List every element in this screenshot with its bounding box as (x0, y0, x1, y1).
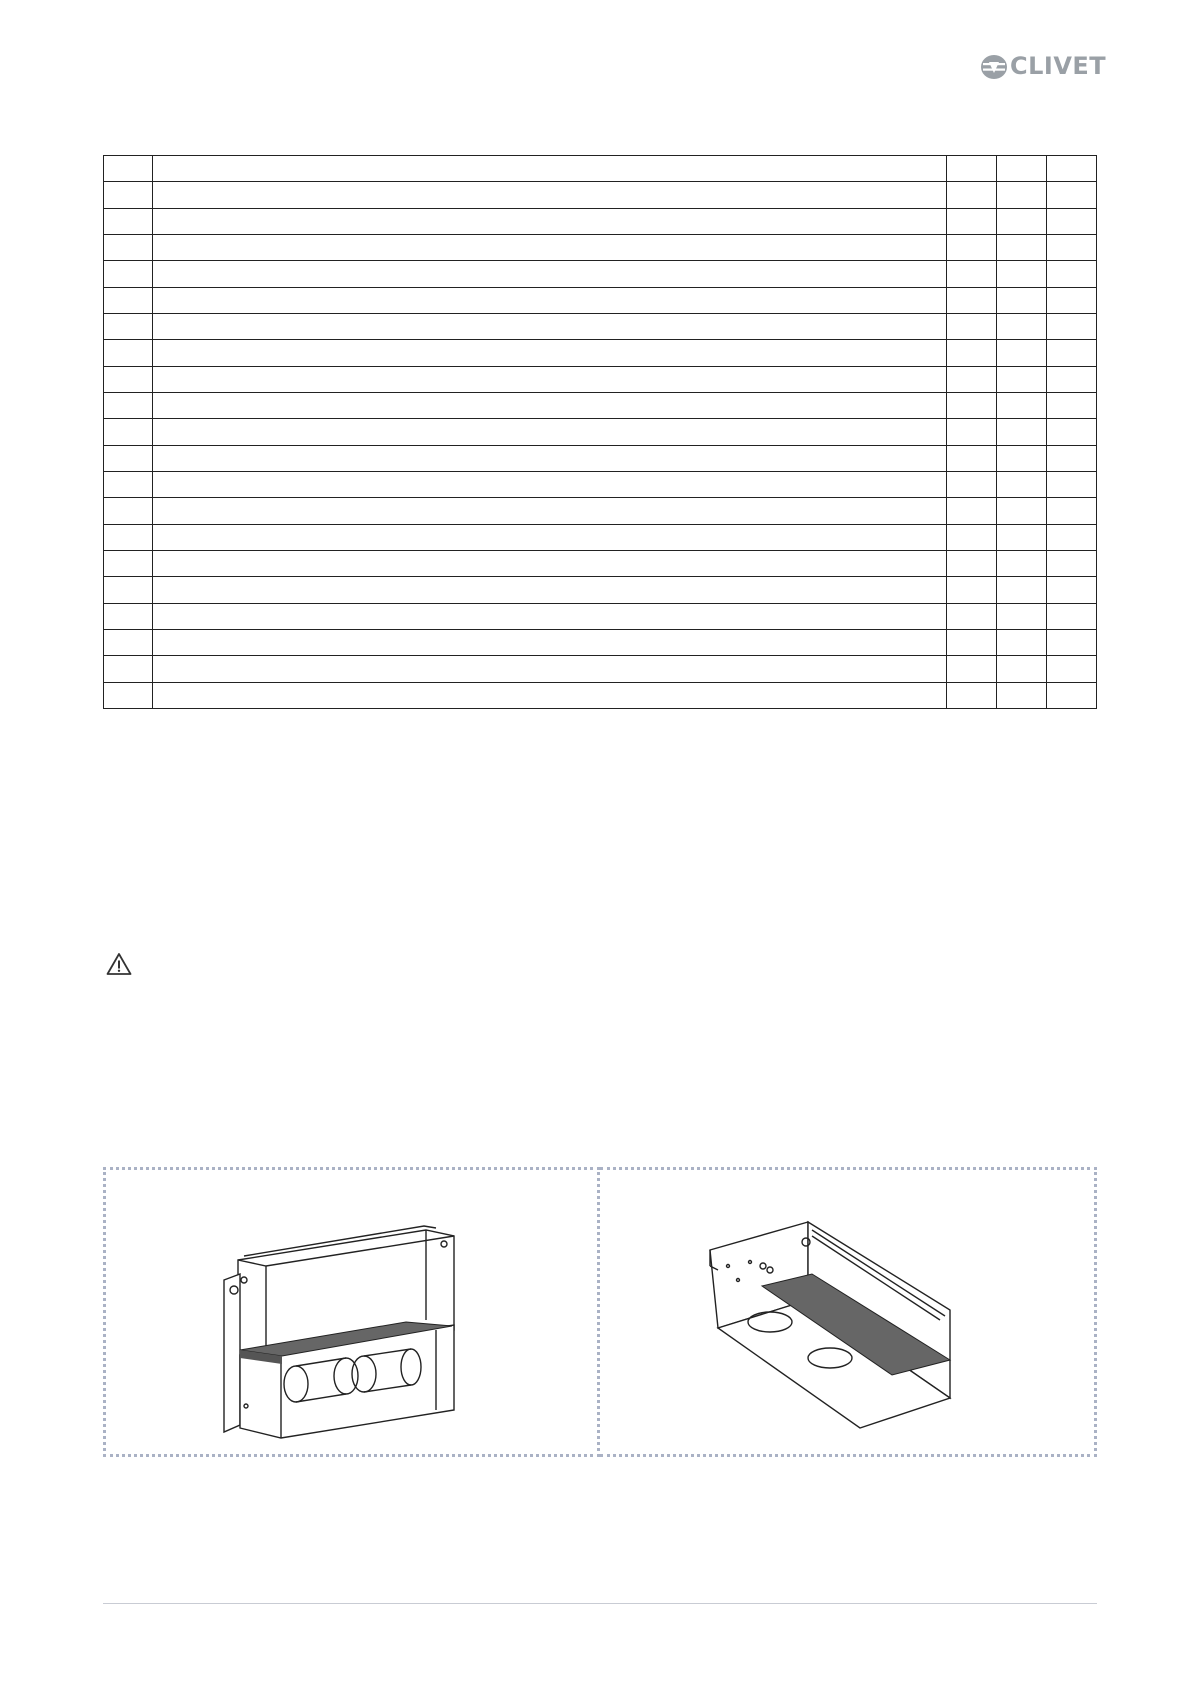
table-cell (1047, 313, 1097, 339)
table-row (104, 366, 1097, 392)
table-row (104, 629, 1097, 655)
table-cell (104, 603, 153, 629)
table-row (104, 498, 1097, 524)
table-cell (947, 340, 997, 366)
figure-panel-vertical (103, 1167, 600, 1457)
table-cell (997, 682, 1047, 708)
table-cell (947, 524, 997, 550)
table-cell (104, 208, 153, 234)
table-cell (947, 419, 997, 445)
table-cell (997, 498, 1047, 524)
figures-area (103, 1167, 1097, 1457)
table-cell (997, 550, 1047, 576)
table-cell (153, 208, 947, 234)
table-cell (153, 366, 947, 392)
footer-rule (103, 1603, 1097, 1604)
table-cell (947, 471, 997, 497)
table-cell (997, 156, 1047, 182)
table-cell (947, 234, 997, 260)
table-cell (947, 156, 997, 182)
table-cell (1047, 366, 1097, 392)
parts-table (103, 155, 1097, 709)
table-cell (947, 366, 997, 392)
table-cell (947, 287, 997, 313)
unit-horizontal-drawing (600, 1170, 1094, 1454)
table-cell (1047, 524, 1097, 550)
table-cell (997, 366, 1047, 392)
table-cell (1047, 629, 1097, 655)
table-cell (997, 471, 1047, 497)
table-cell (947, 682, 997, 708)
table-row (104, 524, 1097, 550)
table-cell (997, 603, 1047, 629)
table-cell (947, 445, 997, 471)
table-row (104, 182, 1097, 208)
clivet-logo (980, 50, 1107, 84)
table-cell (997, 287, 1047, 313)
table-cell (104, 498, 153, 524)
table-row (104, 682, 1097, 708)
table-cell (153, 287, 947, 313)
table-cell (947, 629, 997, 655)
table-cell (947, 261, 997, 287)
table-row (104, 287, 1097, 313)
table-cell (153, 419, 947, 445)
table-cell (104, 629, 153, 655)
table-row (104, 419, 1097, 445)
clivet-logo-mark-icon (980, 54, 1008, 80)
table-cell (997, 234, 1047, 260)
table-cell (947, 577, 997, 603)
table-cell (153, 629, 947, 655)
table-cell (997, 629, 1047, 655)
table-cell (104, 524, 153, 550)
table-cell (1047, 392, 1097, 418)
table-cell (1047, 550, 1097, 576)
table-row (104, 656, 1097, 682)
table-cell (153, 682, 947, 708)
table-cell (104, 682, 153, 708)
table-cell (997, 524, 1047, 550)
table-cell (1047, 656, 1097, 682)
table-cell (1047, 208, 1097, 234)
table-cell (997, 419, 1047, 445)
table-cell (947, 392, 997, 418)
table-row (104, 471, 1097, 497)
table-cell (1047, 182, 1097, 208)
table-cell (997, 445, 1047, 471)
table-cell (153, 156, 947, 182)
table-cell (1047, 603, 1097, 629)
table-cell (1047, 340, 1097, 366)
table-cell (1047, 445, 1097, 471)
table-cell (104, 471, 153, 497)
table-cell (1047, 234, 1097, 260)
table-cell (104, 419, 153, 445)
table-cell (153, 234, 947, 260)
table-cell (997, 340, 1047, 366)
table-cell (947, 208, 997, 234)
table-cell (1047, 471, 1097, 497)
table-cell (104, 392, 153, 418)
table-cell (153, 603, 947, 629)
table-cell (997, 577, 1047, 603)
warning-icon (106, 952, 132, 976)
table-cell (997, 313, 1047, 339)
table-cell (104, 234, 153, 260)
unit-vertical-drawing (106, 1170, 597, 1454)
table-row (104, 445, 1097, 471)
table-cell (1047, 287, 1097, 313)
table-cell (997, 182, 1047, 208)
table-cell (104, 340, 153, 366)
table-cell (153, 498, 947, 524)
table-cell (104, 287, 153, 313)
table-cell (1047, 261, 1097, 287)
table-cell (153, 313, 947, 339)
table-row (104, 340, 1097, 366)
table-cell (153, 261, 947, 287)
table-cell (947, 656, 997, 682)
table-cell (104, 656, 153, 682)
table-cell (947, 550, 997, 576)
table-row (104, 313, 1097, 339)
table-cell (947, 182, 997, 208)
figure-panel-horizontal (600, 1167, 1097, 1457)
table-cell (997, 392, 1047, 418)
table-cell (153, 577, 947, 603)
table-cell (153, 182, 947, 208)
table-cell (1047, 577, 1097, 603)
table-row (104, 577, 1097, 603)
table-cell (997, 656, 1047, 682)
table-row (104, 603, 1097, 629)
table-cell (153, 656, 947, 682)
table-cell (947, 498, 997, 524)
table-cell (104, 182, 153, 208)
table-cell (153, 524, 947, 550)
table-cell (1047, 156, 1097, 182)
table-row (104, 261, 1097, 287)
table-cell (104, 366, 153, 392)
table-cell (153, 445, 947, 471)
table-cell (153, 471, 947, 497)
table-cell (104, 445, 153, 471)
table-cell (153, 340, 947, 366)
table-cell (997, 261, 1047, 287)
table-cell (104, 261, 153, 287)
table-row (104, 234, 1097, 260)
table-cell (104, 313, 153, 339)
table-cell (997, 208, 1047, 234)
table-cell (104, 577, 153, 603)
table-cell (1047, 682, 1097, 708)
table-cell (947, 603, 997, 629)
table-row (104, 392, 1097, 418)
table-cell (153, 392, 947, 418)
table-cell (104, 156, 153, 182)
table-cell (104, 550, 153, 576)
table-row (104, 156, 1097, 182)
table-cell (947, 313, 997, 339)
table-row (104, 208, 1097, 234)
logo-wordmark: CLIVET (1010, 52, 1107, 80)
table-cell (1047, 419, 1097, 445)
table-cell (153, 550, 947, 576)
table-cell (1047, 498, 1097, 524)
table-row (104, 550, 1097, 576)
